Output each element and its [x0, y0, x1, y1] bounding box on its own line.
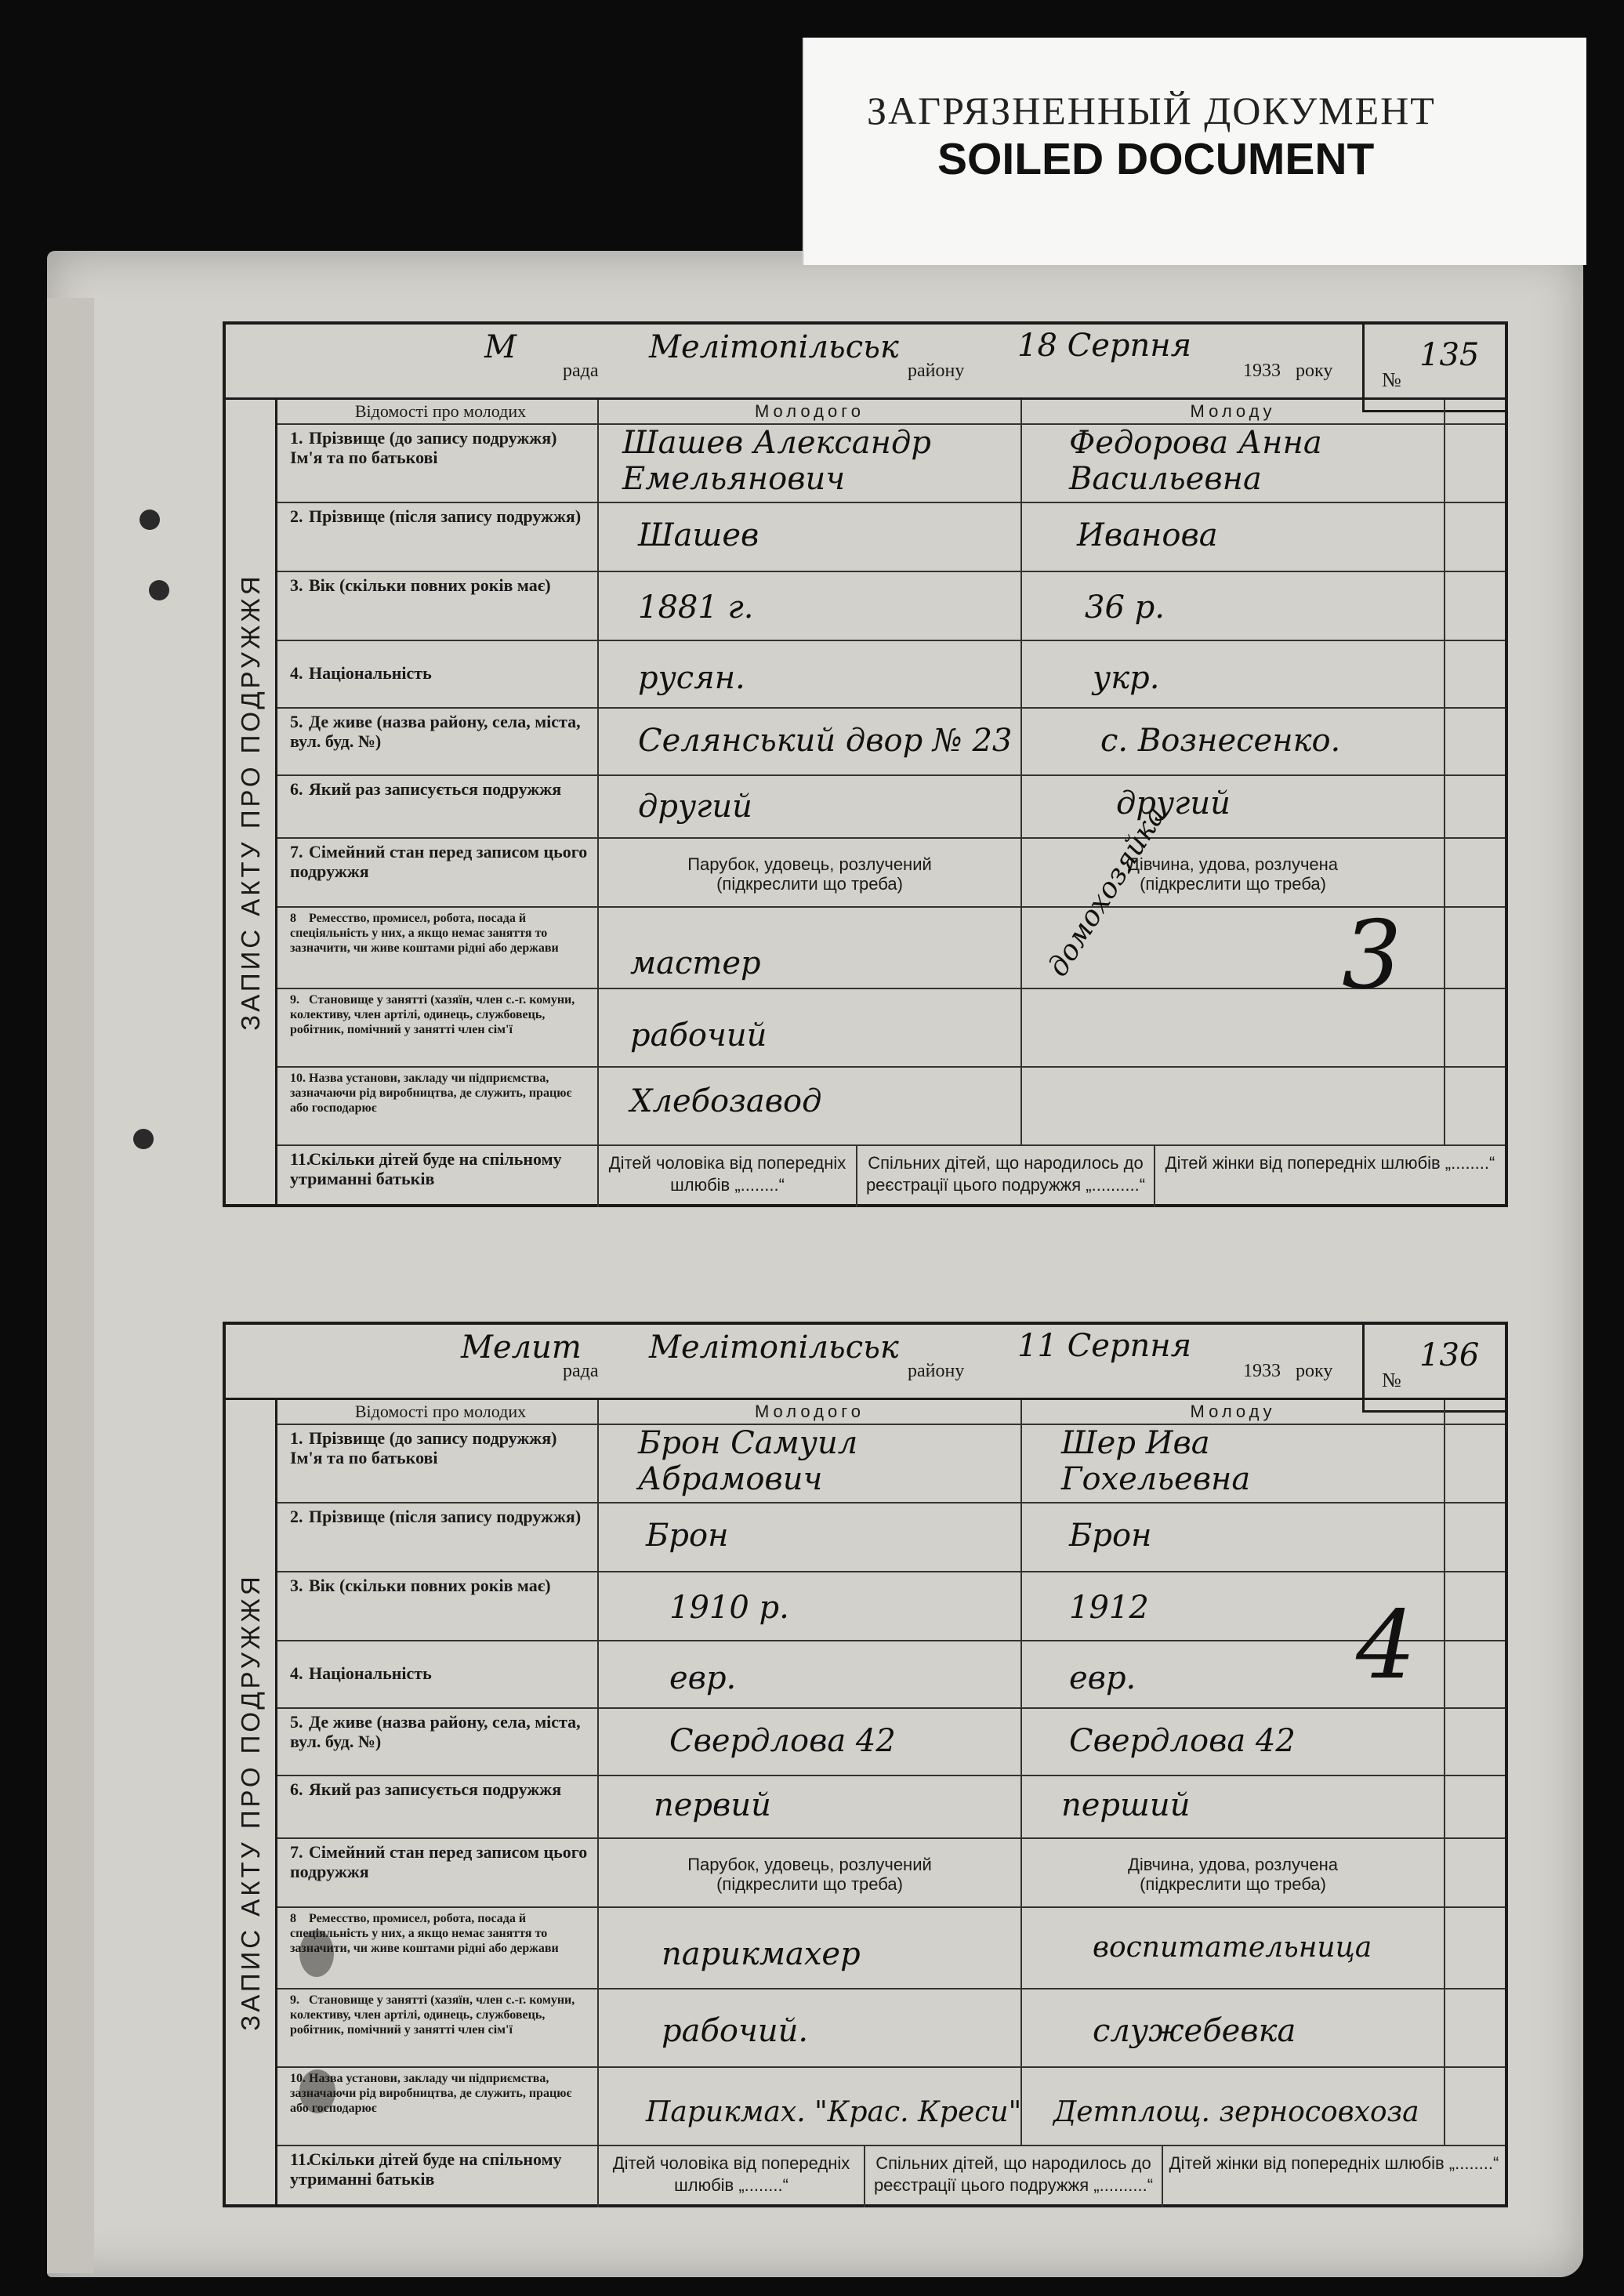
- label-11: 11.Скільки дітей буде на спільному утриманні батьків: [277, 2146, 599, 2207]
- label-no: №: [1382, 1369, 1401, 1391]
- binding-edge: [47, 298, 94, 2273]
- label-raion: району: [908, 361, 965, 381]
- bride-marital-options: Дівчина, удова, розлучена (підкреслити що треба): [1127, 1855, 1339, 1895]
- bride-occupation: домохозяйка: [1042, 800, 1173, 982]
- stamp-en: SOILED DOCUMENT: [937, 134, 1375, 184]
- row-9: [277, 1990, 1505, 2068]
- margin-mark: 4: [1356, 1591, 1416, 1700]
- row-4: [277, 1641, 1505, 1709]
- margin-mark: 3: [1342, 901, 1402, 1010]
- groom-age: 1910 р.: [669, 1590, 789, 1626]
- record-number: 136: [1419, 1337, 1480, 1373]
- groom-name1: Шашев Александр: [622, 425, 931, 461]
- year: 1933: [1243, 1361, 1281, 1381]
- row-5: [277, 709, 1505, 776]
- marriage-record-136: [223, 1322, 1508, 2207]
- groom-name1: Брон Самуил: [638, 1425, 858, 1461]
- bride-nationality: евр.: [1069, 1660, 1136, 1696]
- label-3: 3. Вік (скільки повних років має): [277, 572, 599, 640]
- label-9: 9. Становище у занятті (хазяїн, член с.-г. комуни, колективу, член артілі, одинець, службовець, робітник, помічний у занятті член сім'ї: [277, 989, 599, 1066]
- groom-address: Селянський двор № 23: [638, 723, 1013, 759]
- bride-name2: Гохельевна: [1061, 1461, 1251, 1497]
- row-2: [277, 1503, 1505, 1572]
- bride-status: служебевка: [1093, 2013, 1296, 2049]
- marriage-record-135: [223, 321, 1508, 1207]
- label-10: 10. Назва установи, закладу чи підприємства, зазначаючи рід виробництва, де служить, працює або господарює: [277, 1068, 599, 1144]
- bride-workplace: Детплощ. зерносовхоза: [1053, 2096, 1419, 2128]
- label-6: 6. Який раз записується подружжя: [277, 776, 599, 837]
- groom-marital-options: Парубок, удовець, розлучений (підкреслити що треба): [687, 854, 932, 894]
- bride-surname-after: Брон: [1069, 1518, 1152, 1554]
- bride-name2: Васильевна: [1069, 461, 1262, 497]
- groom-nationality: евр.: [669, 1660, 737, 1696]
- groom-age: 1881 г.: [638, 589, 754, 626]
- record-header: [226, 325, 1505, 400]
- groom-status: рабочий: [630, 1017, 767, 1054]
- kids-husband: Дітей чоловіка від попередніх шлюбів „........“: [599, 1146, 857, 1207]
- stamp-ru: ЗАГРЯЗНЕННЫЙ ДОКУМЕНТ: [867, 89, 1436, 132]
- row-10: [277, 2068, 1505, 2146]
- soiled-document-stamp: [803, 38, 1586, 265]
- year: 1933: [1243, 361, 1281, 381]
- hw-rada: Мелит: [461, 1329, 582, 1366]
- label-rada: рада: [563, 361, 599, 381]
- label-1: 1. Прізвище (до запису подружжя) Ім'я та по батькові: [277, 1425, 599, 1502]
- bride-age: 36 р.: [1085, 589, 1165, 626]
- column-headers: [277, 1400, 1505, 1425]
- groom-name2: Абрамович: [638, 1461, 823, 1497]
- groom-status: рабочий.: [662, 2013, 809, 2049]
- label-11: 11.Скільки дітей буде на спільному утриманні батьків: [277, 1146, 599, 1207]
- label-raion: району: [908, 1361, 965, 1381]
- label-4: 4. Національність: [277, 1641, 599, 1707]
- groom-surname-after: Шашев: [638, 517, 759, 553]
- kids-husband: Дітей чоловіка від попередніх шлюбів „........“: [599, 2146, 865, 2207]
- groom-surname-after: Брон: [646, 1518, 729, 1554]
- label-5: 5. Де живе (назва району, села, міста, вул. буд. №): [277, 1709, 599, 1775]
- row-4: [277, 641, 1505, 709]
- row-7: [277, 839, 1505, 908]
- groom-name2: Емельянович: [622, 461, 846, 497]
- kids-wife: Дітей жінки від попередніх шлюбів „........“: [1165, 1153, 1495, 1173]
- label-rok: року: [1296, 361, 1333, 381]
- row-1: [277, 425, 1505, 503]
- bride-times: другий: [1116, 785, 1231, 822]
- groom-marital-options: Парубок, удовець, розлучений (підкреслити що треба): [687, 1855, 932, 1895]
- row-7: [277, 1839, 1505, 1908]
- record-header: [226, 1325, 1505, 1400]
- col-groom: Молодого: [599, 1400, 1022, 1424]
- bride-name1: Шер Ива: [1061, 1425, 1210, 1461]
- row-2: [277, 503, 1505, 572]
- row-6: [277, 1776, 1505, 1839]
- groom-occupation: мастер: [630, 945, 761, 981]
- groom-times: другий: [638, 789, 752, 825]
- label-8: 8 Ремесство, промисел, робота, посада й спеціяльність у них, а якщо немає заняття то зазначити, чи живе коштами рідні або держави: [277, 1908, 599, 1988]
- bride-marital-options: Дівчина, удова, розлучена (підкреслити що треба): [1127, 854, 1339, 894]
- hw-rada: М: [484, 329, 517, 365]
- side-title: ЗАПИС АКТУ ПРО ПОДРУЖЖЯ: [226, 1400, 277, 2204]
- row-5: [277, 1709, 1505, 1776]
- bride-occupation: воспитательница: [1093, 1931, 1372, 1964]
- col-groom: Молодого: [599, 400, 1022, 423]
- kids-wife: Дітей жінки від попередніх шлюбів „........“: [1169, 2153, 1499, 2173]
- groom-workplace: Парикмах. "Крас. Креси": [646, 2096, 1022, 2128]
- label-7: 7. Сімейний стан перед записом цього подружжя: [277, 1839, 599, 1906]
- label-9: 9. Становище у занятті (хазяїн, член с.-г. комуни, колективу, член артілі, одинець, службовець, робітник, помічний у занятті член сім'ї: [277, 1990, 599, 2066]
- bride-times: перший: [1061, 1787, 1191, 1823]
- row-3: [277, 572, 1505, 641]
- col-bride: Молоду: [1022, 1400, 1445, 1424]
- label-rok: року: [1296, 1361, 1333, 1381]
- bride-address: с. Вознесенко.: [1100, 723, 1341, 759]
- label-4: 4. Національність: [277, 641, 599, 707]
- bride-age: 1912: [1069, 1590, 1149, 1626]
- binding-hole: [149, 580, 169, 600]
- side-title: ЗАПИС АКТУ ПРО ПОДРУЖЖЯ: [226, 400, 277, 1204]
- label-no: №: [1382, 368, 1401, 391]
- groom-workplace: Хлебозавод: [630, 1083, 822, 1119]
- label-1: 1. Прізвище (до запису подружжя) Ім'я та по батькові: [277, 425, 599, 502]
- binding-hole: [140, 510, 160, 530]
- hw-raion: Мелітопільськ: [649, 329, 899, 365]
- row-6: [277, 776, 1505, 839]
- kids-common: Спільних дітей, що народилось до реєстрації цього подружжя „..........“: [857, 1146, 1155, 1207]
- hw-date: 11 Серпня: [1017, 1328, 1192, 1364]
- groom-address: Свердлова 42: [669, 1723, 896, 1759]
- label-6: 6. Який раз записується подружжя: [277, 1776, 599, 1837]
- label-5: 5. Де живе (назва району, села, міста, вул. буд. №): [277, 709, 599, 774]
- groom-nationality: русян.: [638, 660, 745, 696]
- binding-hole: [133, 1129, 154, 1149]
- row-11: [277, 1146, 1505, 1207]
- hw-date: 18 Серпня: [1017, 328, 1192, 364]
- row-1: [277, 1425, 1505, 1503]
- groom-times: первий: [654, 1787, 771, 1823]
- bride-address: Свердлова 42: [1069, 1723, 1296, 1759]
- kids-common: Спільних дітей, що народилось до реєстрації цього подружжя „..........“: [865, 2146, 1163, 2207]
- row-11: [277, 2146, 1505, 2207]
- bride-nationality: укр.: [1093, 660, 1160, 696]
- label-rada: рада: [563, 1361, 599, 1381]
- row-9: [277, 989, 1505, 1068]
- label-10: 10. Назва установи, закладу чи підприємства, зазначаючи рід виробництва, де служить, працює або господарює: [277, 2068, 599, 2145]
- col-info: Відомості про молодих: [277, 1400, 599, 1424]
- label-3: 3. Вік (скільки повних років має): [277, 1572, 599, 1640]
- col-bride: Молоду: [1022, 400, 1445, 423]
- label-8: 8 Ремесство, промисел, робота, посада й спеціяльність у них, а якщо немає заняття то зазначити, чи живе коштами рідні або держави: [277, 908, 599, 988]
- hw-raion: Мелітопільськ: [649, 1329, 899, 1366]
- groom-occupation: парикмахер: [662, 1936, 861, 1972]
- row-3: [277, 1572, 1505, 1641]
- row-8: [277, 1908, 1505, 1990]
- column-headers: [277, 400, 1505, 425]
- label-2: 2. Прізвище (після запису подружжя): [277, 503, 599, 571]
- record-number: 135: [1419, 337, 1480, 373]
- row-8: [277, 908, 1505, 989]
- bride-surname-after: Иванова: [1077, 517, 1218, 553]
- col-info: Відомості про молодих: [277, 400, 599, 423]
- bride-name1: Федорова Анна: [1069, 425, 1322, 461]
- label-7: 7. Сімейний стан перед записом цього подружжя: [277, 839, 599, 906]
- label-2: 2. Прізвище (після запису подружжя): [277, 1503, 599, 1571]
